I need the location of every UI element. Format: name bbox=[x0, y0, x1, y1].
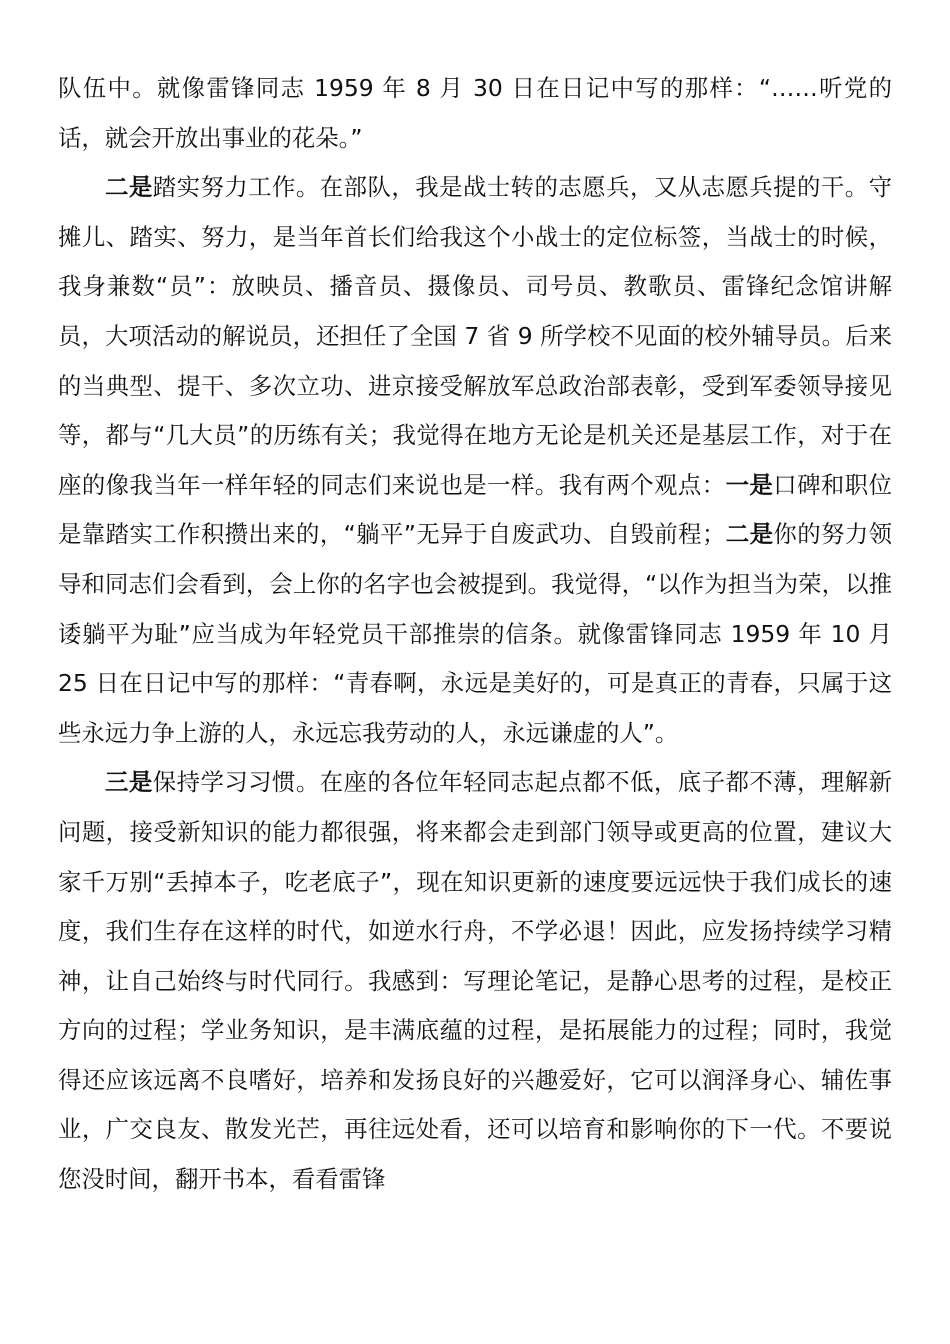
paragraph-text: 保持学习习惯。在座的各位年轻同志起点都不低，底子都不薄，理解新问题，接受新知识的能力都很强，将来都会走到部门领导或更高的位置，建议大家千万别“丢掉本子，吃老底子”，现在知识更新的速度要远远快于我们成长的速度，我们生存在这样的时代，如逆水行舟，不学必退！因此，应发扬持续学习精神，让自己始终与时代同行。我感到：写理论笔记，是静心思考的过程，是校正方向的过程；学业务知识，是丰满底蕴的过程，是拓展能力的过程；同时，我觉得还应该远离不良嗜好，培养和发扬良好的兴趣爱好，它可以润泽身心、辅佐事业，广交良友、散发光芒，再往远处看，还可以培育和影响你的下一代。不要说您没时间，翻开书本，看看雷锋 bbox=[58, 768, 893, 1194]
paragraph-intro bbox=[58, 64, 892, 163]
sub-point-label-one: 一是 bbox=[725, 470, 774, 499]
paragraph-point-two bbox=[58, 163, 892, 758]
paragraph-text: 队伍中。就像雷锋同志 1959 年 8 月 30 日在日记中写的那样：“……听党的话，就会开放出事业的花朵。” bbox=[58, 74, 892, 152]
sub-point-label-two: 二是 bbox=[725, 520, 774, 549]
paragraph-text: 踏实努力工作。在部队，我是战士转的志愿兵，又从志愿兵提的干。守摊儿、踏实、努力，是当年首长们给我这个小战士的定位标签，当战士的时候，我身兼数“员”：放映员、播音员、摄像员、司号员、教歌员、雷锋纪念馆讲解员，大项活动的解说员，还担任了全国 7 省 9 所学校不见面的校外辅导员。后来的当典型、提干、多次立功、进京接受解放军总政治部表彰，受到军委领导接见等，都与“几大员”的历练有关；我觉得在地方无论是机关还是基层工作，对于在座的像我当年一样年轻的同志们来说也是一样。我有两个观点： bbox=[58, 173, 893, 499]
point-label-three: 三是 bbox=[105, 768, 153, 797]
paragraph-text: 你的努力领导和同志们会看到，会上你的名字也会被提到。我觉得，“以作为担当为荣，以推诿躺平为耻”应当成为年轻党员干部推崇的信条。就像雷锋同志 1959 年 10 月 25 日在日记中写的那样：“青春啊，永远是美好的，可是真正的青春，只属于这些永远力争上游的人，永远忘我劳动的人，永远谦虚的人”。 bbox=[58, 520, 893, 747]
point-label-two: 二是 bbox=[105, 173, 153, 202]
paragraph-text: 口碑和职位是靠踏实工作积攒出来的，“躺平”无异于自废武功、自毁前程； bbox=[58, 470, 893, 549]
document-page bbox=[58, 64, 892, 1205]
paragraph-point-three bbox=[58, 758, 892, 1204]
